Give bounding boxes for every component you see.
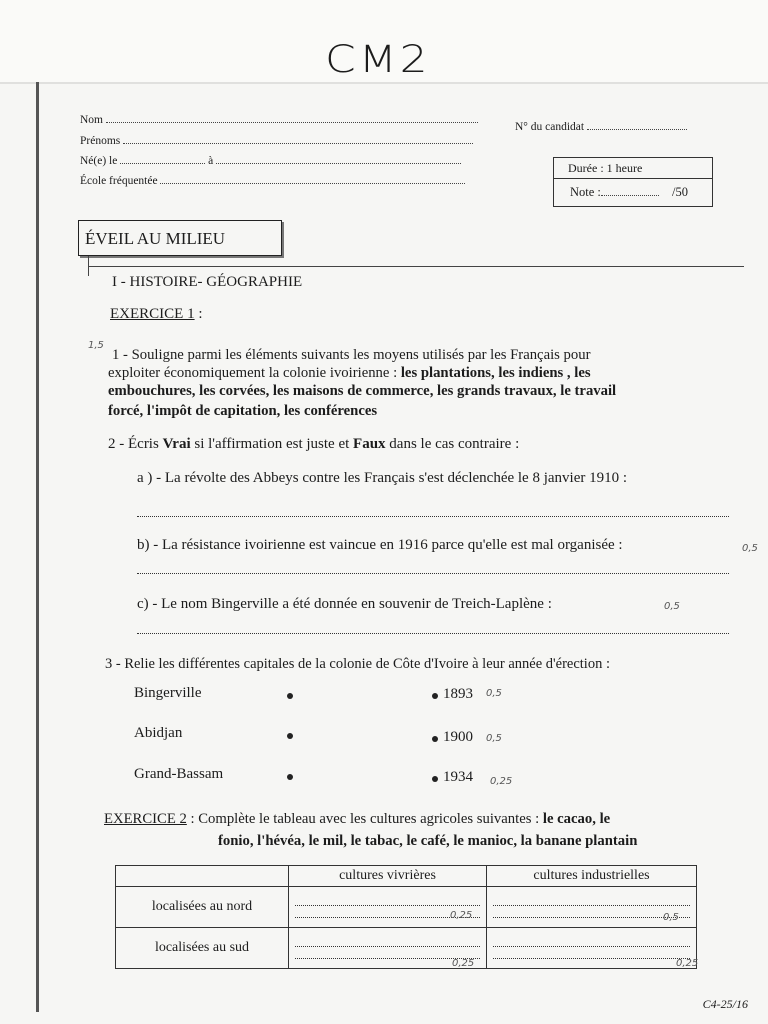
table-header-cell: cultures vivrières: [289, 866, 487, 887]
q2-answer-b-line[interactable]: [137, 572, 729, 574]
answer-cell-vivrieres[interactable]: [289, 887, 487, 928]
annotation: 0,5: [486, 733, 502, 744]
ecole-dots[interactable]: [160, 173, 465, 184]
q3-year-dot[interactable]: [432, 736, 438, 742]
section-rule: [88, 266, 744, 267]
duree-label: Durée : 1 heure: [554, 158, 712, 179]
q3-city-dot[interactable]: [287, 774, 293, 780]
annotation: 0,5: [663, 912, 679, 923]
section-title: ÉVEIL AU MILIEU: [78, 220, 282, 256]
q3-instruction: 3 - Relie les différentes capitales de la colonie de Côte d'Ivoire à leur année d'érection :: [105, 656, 610, 672]
note-row: Note : /50: [570, 185, 689, 199]
q3-city: Bingerville: [134, 685, 202, 701]
annotation: 0,25: [450, 910, 473, 921]
table-row: [116, 928, 697, 969]
row-label: localisées au sud: [116, 928, 289, 969]
q2-answer-a-line[interactable]: [137, 515, 729, 517]
q3-city: Grand-Bassam: [134, 766, 224, 782]
field-ne-le: Né(e) le à: [80, 153, 461, 167]
annotation: 1,5: [88, 340, 104, 351]
annotation: 0,25: [490, 776, 513, 787]
document-code: C4-25/16: [702, 997, 748, 1011]
answer-cell-industrielles[interactable]: [487, 928, 697, 969]
prenoms-dots[interactable]: [123, 133, 473, 144]
q3-year: 1900: [443, 729, 473, 745]
field-ecole: École fréquentée: [80, 173, 465, 187]
page-left-border: [36, 82, 39, 1012]
field-nom: Nom: [80, 112, 478, 126]
table-header-row: [116, 866, 697, 887]
cultures-table: [115, 865, 697, 969]
q3-city-dot[interactable]: [287, 693, 293, 699]
q1-line-1: 1 - Souligne parmi les éléments suivants les moyens utilisés par les Français pour: [112, 347, 591, 363]
q3-year-dot[interactable]: [432, 693, 438, 699]
class-label: CM2: [325, 37, 431, 82]
q1-line-2: exploiter économiquement la colonie ivoirienne : les plantations, les indiens , les: [108, 365, 591, 381]
q3-year: 1893: [443, 686, 473, 702]
candidat-dots[interactable]: [587, 119, 687, 130]
annotation: 0,5: [486, 688, 502, 699]
part-title: I - HISTOIRE- GÉOGRAPHIE: [112, 274, 303, 290]
q2-answer-c-line[interactable]: [137, 632, 729, 634]
field-candidat: N° du candidat: [515, 119, 687, 133]
q3-year: 1934: [443, 769, 473, 785]
a-dots[interactable]: [216, 153, 461, 164]
annotation: 0,25: [676, 958, 699, 969]
field-prenoms: Prénoms: [80, 133, 473, 147]
exercise2-list: fonio, l'hévéa, le mil, le tabac, le café, le manioc, la banane plantain: [218, 833, 638, 849]
q3-year-dot[interactable]: [432, 776, 438, 782]
row-label: localisées au nord: [116, 887, 289, 928]
q2-item-c: c) - Le nom Bingerville a été donnée en souvenir de Treich-Laplène :: [137, 596, 552, 612]
q1-line-3: embouchures, les corvées, les maisons de commerce, les grands travaux, le travail: [108, 383, 617, 399]
nom-dots[interactable]: [106, 112, 478, 123]
q3-city: Abidjan: [134, 725, 183, 741]
q2-item-b: b) - La résistance ivoirienne est vaincue en 1916 parce qu'elle est mal organisée :: [137, 537, 623, 553]
q3-city-dot[interactable]: [287, 733, 293, 739]
q2-intro: 2 - Écris Vrai si l'affirmation est juste et Faux dans le cas contraire :: [108, 436, 520, 452]
annotation: 0,5: [664, 601, 680, 612]
table-row: [116, 887, 697, 928]
duree-note-box: [553, 157, 713, 207]
table-header-cell: cultures industrielles: [487, 866, 697, 887]
q2-item-a: a ) - La révolte des Abbeys contre les Français s'est déclenchée le 8 janvier 1910 :: [137, 470, 628, 486]
table-header-cell: [116, 866, 289, 887]
note-dots[interactable]: [601, 185, 659, 196]
ne-le-dots[interactable]: [120, 153, 205, 164]
q1-line-4: forcé, l'impôt de capitation, les conférences: [108, 403, 378, 419]
exercise2-heading: EXERCICE 2 : Complète le tableau avec les cultures agricoles suivantes : le cacao, le: [104, 811, 611, 827]
exercise1-heading: EXERCICE 1 :: [110, 306, 203, 322]
annotation: 0,25: [452, 958, 475, 969]
section-rule-vertical: [88, 256, 89, 276]
paper-fold: [0, 82, 768, 84]
annotation: 0,5: [742, 543, 758, 554]
